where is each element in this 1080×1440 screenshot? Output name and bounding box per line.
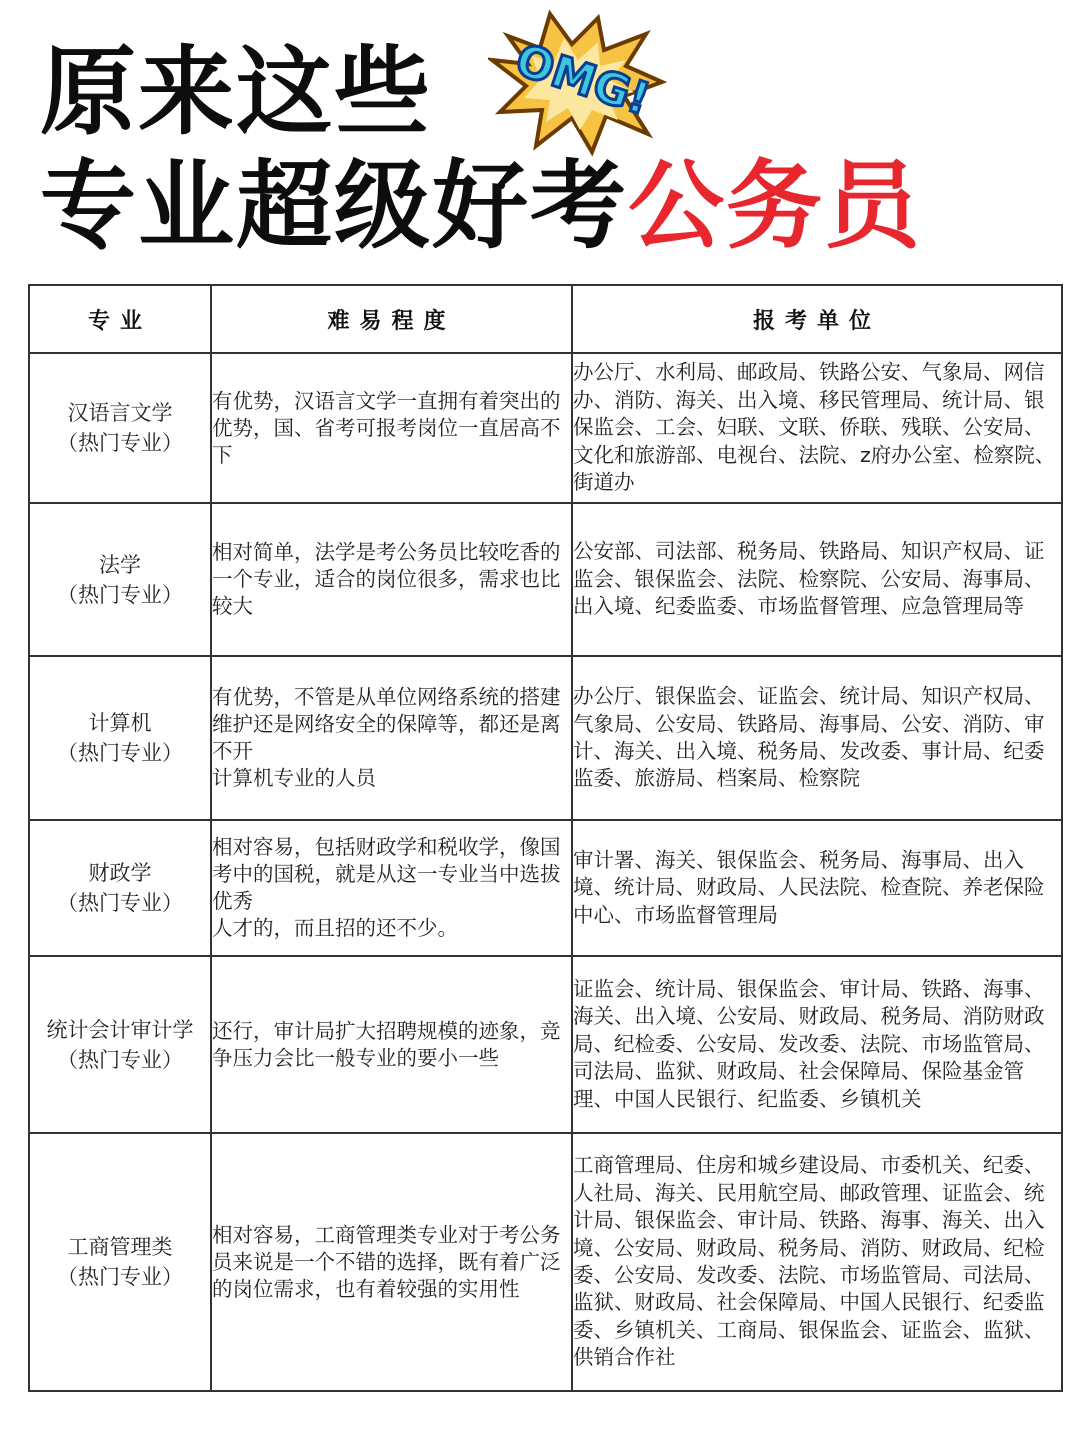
major-name: 工商管理类 — [67, 1235, 173, 1259]
units-cell — [572, 656, 1062, 820]
table-row — [29, 656, 1062, 820]
units-text: 办公厅、银保监会、证监会、统计局、知识产权局、气象局、公安局、铁路局、海事局、公安、消防、审计、海关、出入境、税务局、发改委、事计局、纪委监委、旅游局、档案局、检察院 — [573, 684, 1045, 791]
page-title-line2 — [40, 150, 922, 262]
major-name: 计算机 — [88, 711, 152, 735]
major-tag: （热门专业） — [57, 1047, 183, 1072]
difficulty-cell — [211, 956, 572, 1133]
difficulty-text: 相对容易，包括财政学和税收学，像国考中的国税，就是从这一专业当中选拔优秀 人才的，而且招的还不少。 — [212, 835, 561, 940]
major-tag: （热门专业） — [57, 1265, 183, 1289]
difficulty-cell — [211, 503, 572, 656]
units-text: 办公厅、水利局、邮政局、铁路公安、气象局、网信办、消防、海关、出入境、移民管理局、统计局、银保监会、工会、妇联、文联、侨联、残联、公安局、文化和旅游部、电视台、法院、z府办公室、检察院、街道办 — [573, 360, 1056, 495]
difficulty-cell — [211, 656, 572, 820]
major-cell — [29, 1133, 211, 1391]
header-units: 报考单位 — [572, 285, 1062, 353]
units-text: 公安部、司法部、税务局、铁路局、知识产权局、证监会、银保监会、法院、检察院、公安局、海事局、出入境、纪委监委、市场监督管理、应急管理局等 — [573, 539, 1045, 619]
major-tag: （热门专业） — [57, 741, 183, 765]
major-tag: （热门专业） — [57, 431, 183, 455]
table-row — [29, 956, 1062, 1133]
difficulty-cell — [211, 353, 572, 503]
table-row — [29, 1133, 1062, 1391]
table-header-row — [29, 285, 1062, 353]
page-title-line1: 原来这些 — [40, 36, 432, 148]
major-tag: （热门专业） — [57, 891, 183, 915]
major-cell — [29, 820, 211, 956]
major-cell — [29, 353, 211, 503]
omg-sticker-text: OMG! — [509, 34, 656, 126]
table-row — [29, 353, 1062, 503]
header-major: 专业 — [29, 285, 211, 353]
title-highlight: 公务员 — [628, 150, 922, 262]
omg-burst-icon — [488, 8, 668, 158]
table-row — [29, 503, 1062, 656]
header-difficulty: 难易程度 — [211, 285, 572, 353]
difficulty-text: 相对简单，法学是考公务员比较吃香的一个专业，适合的岗位很多，需求也比较大 — [212, 540, 561, 618]
major-cell — [29, 503, 211, 656]
major-cell — [29, 956, 211, 1133]
title-prefix: 专业超级好考 — [40, 150, 628, 262]
units-cell — [572, 956, 1062, 1133]
major-name: 财政学 — [88, 861, 152, 885]
units-cell — [572, 503, 1062, 656]
major-tag: （热门专业） — [57, 582, 183, 607]
units-text: 审计署、海关、银保监会、税务局、海事局、出入境、统计局、财政局、人民法院、检查院、养老保险中心、市场监督管理局 — [573, 847, 1045, 927]
table-row — [29, 820, 1062, 956]
units-cell — [572, 353, 1062, 503]
difficulty-text: 有优势，不管是从单位网络系统的搭建维护还是网络安全的保障等，都还是离不开 计算机专业的人员 — [212, 685, 561, 790]
major-cell — [29, 656, 211, 820]
units-text: 证监会、统计局、银保监会、审计局、铁路、海事、海关、出入境、公安局、财政局、税务局、消防财政局、纪检委、公安局、发改委、法院、市场监管局、司法局、监狱、财政局、社会保障局、保险基金管理、中国人民银行、纪监委、乡镇机关 — [573, 976, 1045, 1111]
difficulty-cell — [211, 820, 572, 956]
units-cell — [572, 1133, 1062, 1391]
majors-table — [28, 284, 1063, 1392]
major-name: 法学 — [99, 552, 141, 577]
units-cell — [572, 820, 1062, 956]
difficulty-text: 还行，审计局扩大招聘规模的迹象，竞争压力会比一般专业的要小一些 — [212, 1018, 561, 1070]
units-text: 工商管理局、住房和城乡建设局、市委机关、纪委、人社局、海关、民用航空局、邮政管理、证监会、统计局、银保监会、审计局、铁路、海事、海关、出入境、公安局、财政局、税务局、消防、财政局、纪检委、公安局、发改委、法院、市场监管局、司法局、监狱、财政局、社会保障局、中国人民银行、纪委监委、乡镇机关、工商局、银保监会、证监会、监狱、供销合作社 — [573, 1153, 1045, 1370]
difficulty-cell — [211, 1133, 572, 1391]
difficulty-text: 相对容易，工商管理类专业对于考公务员来说是一个不错的选择，既有着广泛的岗位需求，也有着较强的实用性 — [212, 1222, 561, 1301]
major-name: 汉语言文学 — [67, 401, 173, 425]
major-name: 统计会计审计学 — [46, 1017, 194, 1042]
difficulty-text: 有优势，汉语言文学一直拥有着突出的优势，国、省考可报考岗位一直居高不下 — [212, 388, 561, 467]
